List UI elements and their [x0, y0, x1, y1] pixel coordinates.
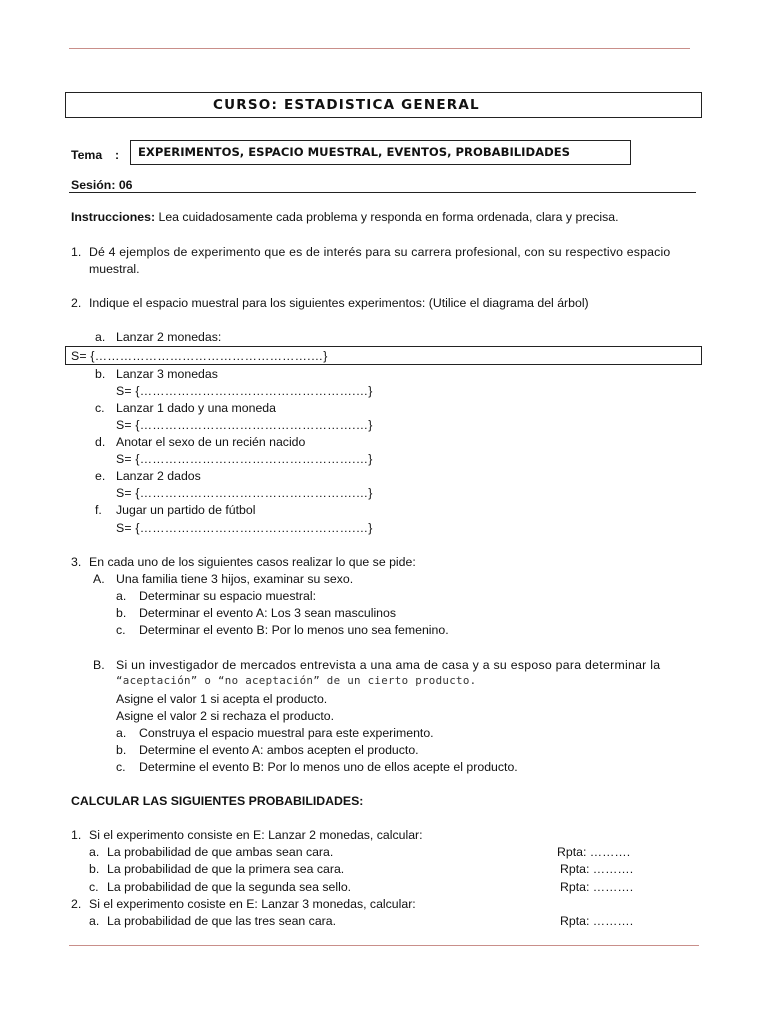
q3-A-b-text: Determinar el evento A: Los 3 sean masculinos — [139, 606, 397, 620]
q3-B-c-letter: c. — [116, 760, 126, 774]
q2-text: Indique el espacio muestral para los siguientes experimentos: (Utilice el diagrama del árbol) — [89, 296, 589, 310]
course-title: CURSO: ESTADISTICA GENERAL — [213, 97, 480, 113]
q3-B-line1: Si un investigador de mercados entrevista a una ama de casa y a su esposo para determinar la — [116, 658, 661, 672]
q2-item-c-answer: S= {…………………………………………….…} — [116, 418, 373, 432]
q3-B-line4: Asigne el valor 2 si rechaza el producto. — [116, 709, 335, 723]
calc-heading: CALCULAR LAS SIGUIENTES PROBABILIDADES: — [71, 794, 364, 808]
q1-text-line1: Dé 4 ejemplos de experimento que es de interés para su carrera profesional, con su respectivo espacio — [89, 245, 671, 259]
q2-item-b-letter: b. — [95, 367, 106, 381]
q3-B-b-text: Determine el evento A: ambos acepten el producto. — [139, 743, 419, 757]
calc-p1-c-letter: c. — [89, 880, 99, 894]
q3-A-c-letter: c. — [116, 623, 126, 637]
q2-item-e-text: Lanzar 2 dados — [116, 469, 201, 483]
q3-B-a-letter: a. — [116, 726, 127, 740]
q2-item-b-answer: S= {…………………………………………….…} — [116, 384, 373, 398]
q3-B-a-text: Construya el espacio muestral para este experimento. — [139, 726, 434, 740]
top-rule — [69, 48, 690, 49]
calc-p1-b-letter: b. — [89, 862, 100, 876]
q3-B-b-letter: b. — [116, 743, 127, 757]
q2-item-f-text: Jugar un partido de fútbol — [116, 503, 256, 517]
q2-item-f-letter: f. — [95, 503, 102, 517]
q3-A-letter: A. — [93, 572, 105, 586]
q3-text: En cada uno de los siguientes casos realizar lo que se pide: — [89, 555, 416, 569]
calc-p2-a-letter: a. — [89, 914, 100, 928]
calc-p1-c-rpta: Rpta: ………. — [560, 880, 634, 894]
tema-value: EXPERIMENTOS, ESPACIO MUESTRAL, EVENTOS, PROBABILIDADES — [138, 145, 570, 159]
q1-number: 1. — [71, 245, 82, 259]
q2-item-f-answer: S= {…………………………………………….…} — [116, 521, 373, 535]
calc-p2-number: 2. — [71, 897, 82, 911]
instructions-text: Lea cuidadosamente cada problema y responda en forma ordenada, clara y precisa. — [158, 210, 619, 224]
q3-A-b-letter: b. — [116, 606, 127, 620]
q1-text-line2: muestral. — [89, 262, 140, 276]
calc-p2-a-rpta: Rpta: ………. — [560, 914, 634, 928]
q3-A-a-text: Determinar su espacio muestral: — [139, 589, 317, 603]
q2-item-c-letter: c. — [95, 401, 105, 415]
q2-item-e-answer: S= {…………………………………………….…} — [116, 486, 373, 500]
calc-p1-b-text: La probabilidad de que la primera sea cara. — [107, 862, 345, 876]
calc-p1-c-text: La probabilidad de que la segunda sea sello. — [107, 880, 352, 894]
q2-item-c-text: Lanzar 1 dado y una moneda — [116, 401, 276, 415]
q3-A-a-letter: a. — [116, 589, 127, 603]
tema-label: Tema — [71, 148, 103, 162]
q3-number: 3. — [71, 555, 82, 569]
calc-p1-a-text: La probabilidad de que ambas sean cara. — [107, 845, 334, 859]
q2-item-a-answer: S= {…………………………………………….…} — [71, 349, 328, 363]
instructions — [71, 209, 619, 225]
q2-item-e-letter: e. — [95, 469, 106, 483]
bottom-rule — [69, 945, 699, 946]
q3-B-line3: Asigne el valor 1 si acepta el producto. — [116, 692, 328, 706]
q3-A-text: Una familia tiene 3 hijos, examinar su sexo. — [116, 572, 354, 586]
q3-A-c-text: Determinar el evento B: Por lo menos uno sea femenino. — [139, 623, 449, 637]
calc-p2-text: Si el experimento cosiste en E: Lanzar 3 monedas, calcular: — [89, 897, 416, 911]
q2-item-a-letter: a. — [95, 330, 106, 344]
calc-p1-a-rpta: Rpta: ………. — [557, 845, 631, 859]
session-label: Sesión: 06 — [71, 178, 133, 192]
calc-p1-number: 1. — [71, 828, 82, 842]
session-underline — [69, 192, 696, 193]
calc-p1-a-letter: a. — [89, 845, 100, 859]
q2-item-d-letter: d. — [95, 435, 106, 449]
calc-p2-a-text: La probabilidad de que las tres sean cara. — [107, 914, 337, 928]
calc-p1-b-rpta: Rpta: ………. — [560, 862, 634, 876]
q2-item-b-text: Lanzar 3 monedas — [116, 367, 218, 381]
q2-item-a-text: Lanzar 2 monedas: — [116, 330, 222, 344]
q2-item-d-answer: S= {…………………………………………….…} — [116, 452, 373, 466]
instructions-label: Instrucciones: — [71, 210, 156, 224]
q2-number: 2. — [71, 296, 82, 310]
tema-colon: : — [115, 148, 120, 162]
q3-B-c-text: Determine el evento B: Por lo menos uno de ellos acepte el producto. — [139, 760, 518, 774]
q3-B-letter: B. — [93, 658, 105, 672]
q3-B-line2: “aceptación” o “no aceptación” de un cierto producto. — [116, 674, 477, 687]
calc-p1-text: Si el experimento consiste en E: Lanzar 2 monedas, calcular: — [89, 828, 423, 842]
q2-item-d-text: Anotar el sexo de un recién nacido — [116, 435, 306, 449]
